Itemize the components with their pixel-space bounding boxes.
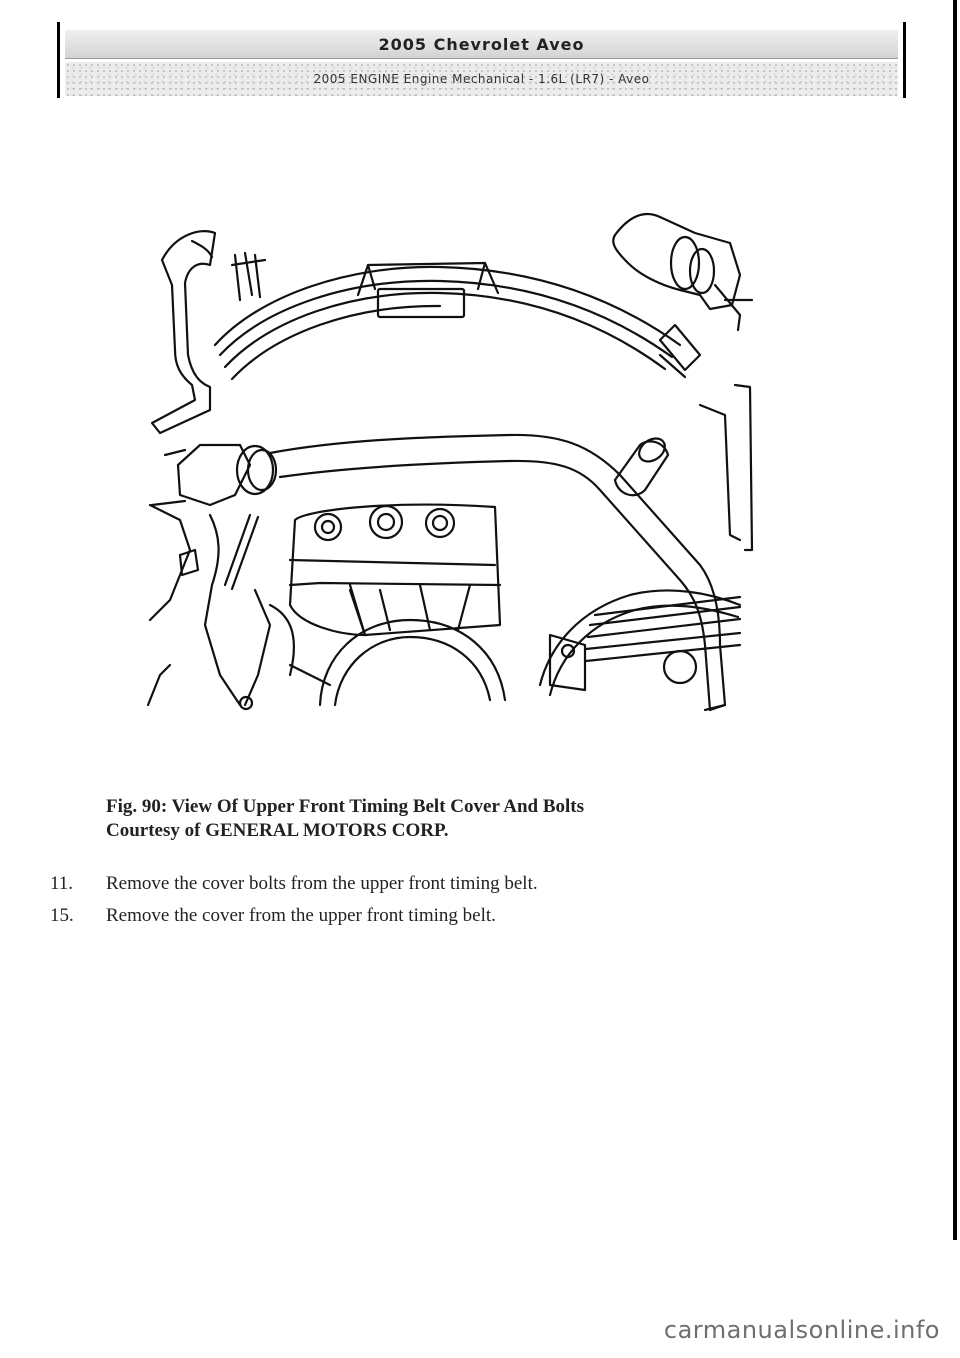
camshaft-gear [540,590,740,685]
upper-cover-rib-1 [225,293,665,369]
step-text: Remove the cover bolts from the upper front timing belt. [106,873,538,894]
left-connector [232,253,265,300]
left-lower-bracket [150,505,190,620]
figure-caption-title: Fig. 90: View Of Upper Front Timing Belt Cover And Bolts [106,796,585,817]
timing-belt-cover-illustration [140,205,760,720]
right-hose [613,214,740,309]
bolt-3 [426,509,454,537]
figure-caption-credit: Courtesy of GENERAL MOTORS CORP. [106,820,449,841]
header-left-rule [57,22,60,98]
upper-cover-outer-arc [215,267,680,345]
document-subtitle: 2005 ENGINE Engine Mechanical - 1.6L (LR7) - Aveo [65,62,898,96]
sensor-cylinder [615,441,668,495]
header-right-rule [903,22,906,98]
figure-caption [106,795,584,843]
step-number: 11. [50,873,74,894]
bolt-2 [370,506,402,538]
watermark: carmanualsonline.info [663,1316,940,1344]
step-number: 15. [50,905,74,926]
bolt-1 [315,514,341,540]
list-item [50,868,850,900]
left-stud [245,590,270,705]
right-hose-clamp-1 [671,237,699,289]
gear-hub [664,651,696,683]
page-right-border [953,0,957,1240]
left-hose [152,231,215,433]
procedure-steps [50,868,850,932]
list-item [50,900,850,932]
step-text: Remove the cover from the upper front timing belt. [106,905,496,926]
document-header [57,22,906,98]
document-title: 2005 Chevrolet Aveo [65,30,898,59]
